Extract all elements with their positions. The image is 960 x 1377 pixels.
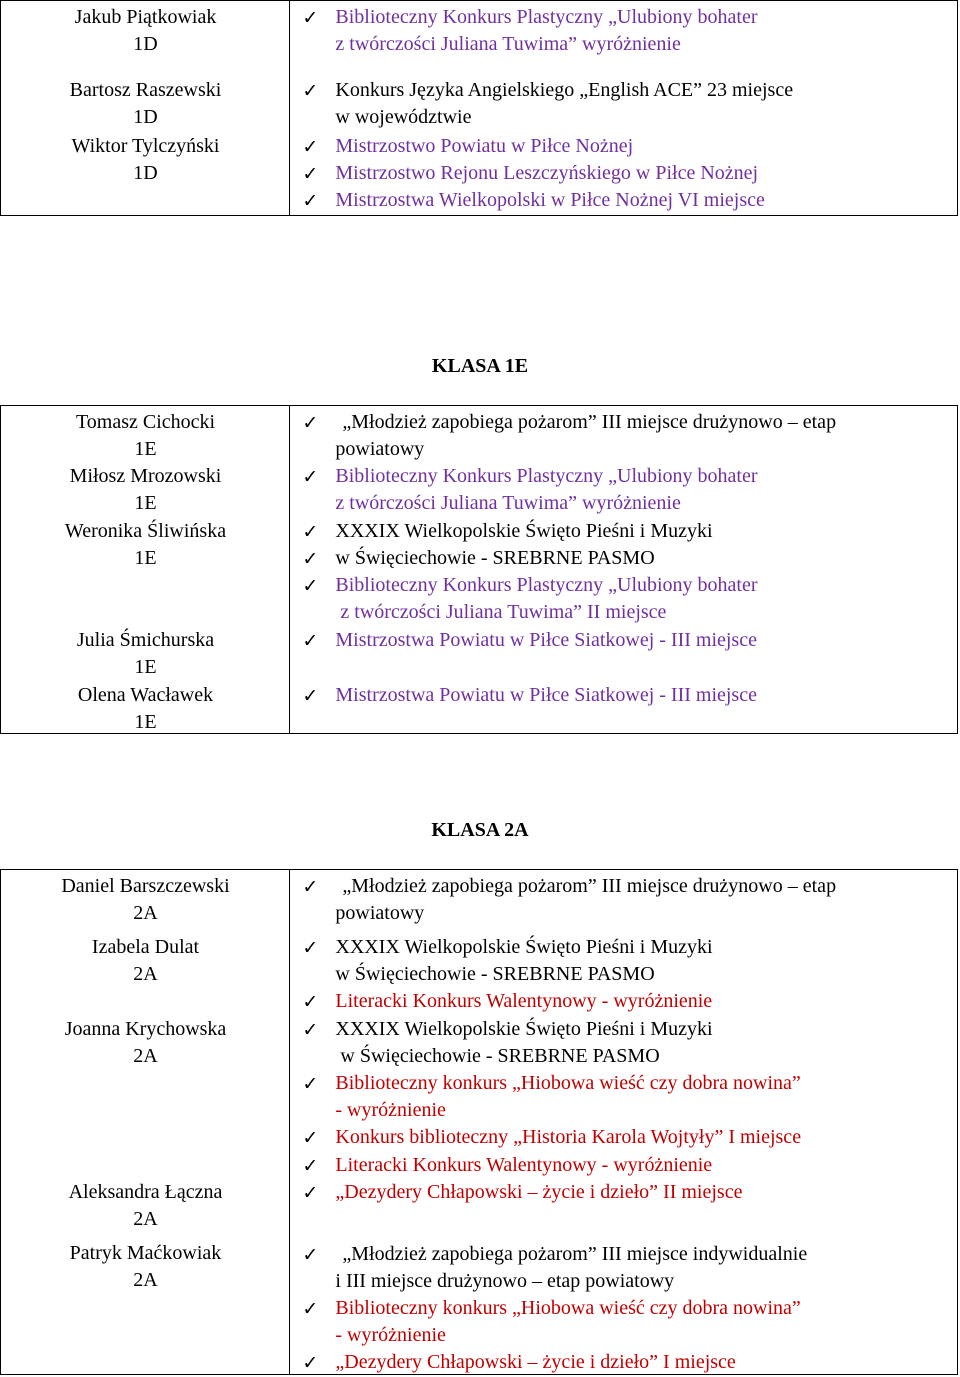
checkmark-icon: ✓ <box>302 80 319 102</box>
checkmark-icon: ✓ <box>302 991 319 1013</box>
checkmark-icon: ✓ <box>302 163 319 185</box>
checkmark-icon: ✓ <box>302 1155 319 1177</box>
table-1e <box>0 405 958 734</box>
achievement-line: Biblioteczny Konkurs Plastyczny „Ulubiony bohater <box>335 465 758 487</box>
achievement-line: - wyróżnienie <box>335 1099 446 1121</box>
checkmark-icon: ✓ <box>302 1244 319 1266</box>
achievement-line: Mistrzostwa Powiatu w Piłce Siatkowej - III miejsce <box>335 684 757 706</box>
achievement-line: „Dezydery Chłapowski – życie i dzieło” II miejsce <box>335 1181 743 1203</box>
table-1d <box>0 0 958 216</box>
student-name: Tomasz Cichocki <box>75 411 216 433</box>
student-class: 1E <box>134 492 157 514</box>
checkmark-icon: ✓ <box>302 1019 319 1041</box>
achievement-line: Biblioteczny konkurs „Hiobowa wieść czy dobra nowina” <box>335 1072 801 1094</box>
student-class: 2A <box>133 1045 158 1067</box>
student-name: Izabela Dulat <box>91 936 200 958</box>
student-class: 1D <box>133 106 158 128</box>
student-name: Aleksandra Łączna <box>68 1181 223 1203</box>
checkmark-icon: ✓ <box>302 685 319 707</box>
student-class: 1E <box>134 438 157 460</box>
student-name: Weronika Śliwińska <box>64 520 227 542</box>
student-name: Julia Śmichurska <box>76 629 215 651</box>
checkmark-icon: ✓ <box>302 1073 319 1095</box>
achievement-line: „Dezydery Chłapowski – życie i dzieło” I miejsce <box>335 1351 736 1373</box>
names-cell-1e <box>1 406 290 734</box>
checkmark-icon: ✓ <box>302 412 319 434</box>
checkmark-icon: ✓ <box>302 1298 319 1320</box>
achievement-line: XXXIX Wielkopolskie Święto Pieśni i Muzyki <box>335 1018 713 1040</box>
checkmark-icon: ✓ <box>302 190 319 212</box>
achievement-line: z twórczości Juliana Tuwima” II miejsce <box>340 601 667 623</box>
achievement-line: Konkurs Języka Angielskiego „English ACE” 23 miejsce <box>335 79 794 101</box>
student-class: 1E <box>134 711 157 733</box>
student-name: Miłosz Mrozowski <box>69 465 222 487</box>
checkmark-icon: ✓ <box>302 521 319 543</box>
achievement-line: Mistrzostwa Powiatu w Piłce Siatkowej - III miejsce <box>335 629 757 651</box>
achievement-line: XXXIX Wielkopolskie Święto Pieśni i Muzyki <box>335 520 713 542</box>
checkmark-icon: ✓ <box>302 1127 319 1149</box>
achievement-line: w Święciechowie - SREBRNE PASMO <box>335 547 655 569</box>
achievement-line: Literacki Konkurs Walentynowy - wyróżnienie <box>335 1154 713 1176</box>
checkmark-icon: ✓ <box>302 1182 319 1204</box>
checkmark-icon: ✓ <box>302 876 319 898</box>
achievement-line: w Święciechowie - SREBRNE PASMO <box>335 963 655 985</box>
achievement-line: „Młodzież zapobiega pożarom” III miejsce drużynowo – etap <box>342 875 837 897</box>
student-class: 2A <box>133 1208 158 1230</box>
student-class: 2A <box>133 963 158 985</box>
checkmark-icon: ✓ <box>302 937 319 959</box>
student-name: Joanna Krychowska <box>64 1018 227 1040</box>
checkmark-icon: ✓ <box>302 7 319 29</box>
student-class: 1E <box>134 656 157 678</box>
student-name: Bartosz Raszewski <box>69 79 222 101</box>
achievement-line: powiatowy <box>335 902 425 924</box>
achievement-line: „Młodzież zapobiega pożarom” III miejsce indywidualnie <box>342 1243 808 1265</box>
section-title-1e: KLASA 1E <box>431 355 529 377</box>
checkmark-icon: ✓ <box>302 1352 319 1374</box>
student-class: 1D <box>133 33 158 55</box>
achievement-line: i III miejsce drużynowo – etap powiatowy <box>335 1270 675 1292</box>
achievement-line: z twórczości Juliana Tuwima” wyróżnienie <box>335 492 681 514</box>
checkmark-icon: ✓ <box>302 136 319 158</box>
student-class: 2A <box>133 1269 158 1291</box>
table-2a <box>0 869 958 1375</box>
student-class: 1E <box>134 547 157 569</box>
achievement-line: z twórczości Juliana Tuwima” wyróżnienie <box>335 33 681 55</box>
achievement-line: Mistrzostwo Rejonu Leszczyńskiego w Piłce Nożnej <box>335 162 759 184</box>
achievement-line: w Święciechowie - SREBRNE PASMO <box>340 1045 660 1067</box>
achievement-line: „Młodzież zapobiega pożarom” III miejsce drużynowo – etap <box>342 411 837 433</box>
checkmark-icon: ✓ <box>302 575 319 597</box>
student-name: Jakub Piątkowiak <box>74 6 217 28</box>
achievement-line: - wyróżnienie <box>335 1324 446 1346</box>
student-name: Daniel Barszczewski <box>61 875 230 897</box>
achievements-cell-1e <box>290 406 958 734</box>
achievement-line: XXXIX Wielkopolskie Święto Pieśni i Muzyki <box>335 936 713 958</box>
section-title-2a: KLASA 2A <box>431 819 529 841</box>
achievements-cell-1d <box>290 1 958 216</box>
checkmark-icon: ✓ <box>302 630 319 652</box>
names-cell-1d <box>1 1 290 216</box>
achievement-line: w województwie <box>335 106 472 128</box>
achievements-cell-2a <box>290 870 958 1375</box>
student-class: 2A <box>133 902 158 924</box>
achievement-line: Biblioteczny Konkurs Plastyczny „Ulubiony bohater <box>335 6 758 28</box>
checkmark-icon: ✓ <box>302 548 319 570</box>
achievement-line: Biblioteczny konkurs „Hiobowa wieść czy dobra nowina” <box>335 1297 801 1319</box>
achievement-line: Mistrzostwa Wielkopolski w Piłce Nożnej VI miejsce <box>335 189 765 211</box>
student-name: Olena Wacławek <box>77 684 214 706</box>
student-class: 1D <box>133 162 158 184</box>
achievement-line: powiatowy <box>335 438 425 460</box>
names-cell-2a <box>1 870 290 1375</box>
student-name: Patryk Maćkowiak <box>69 1242 222 1264</box>
checkmark-icon: ✓ <box>302 466 319 488</box>
achievement-line: Literacki Konkurs Walentynowy - wyróżnienie <box>335 990 713 1012</box>
achievement-line: Biblioteczny Konkurs Plastyczny „Ulubiony bohater <box>335 574 758 596</box>
achievement-line: Mistrzostwo Powiatu w Piłce Nożnej <box>335 135 634 157</box>
achievement-line: Konkurs biblioteczny „Historia Karola Wojtyły” I miejsce <box>335 1126 802 1148</box>
student-name: Wiktor Tylczyński <box>71 135 220 157</box>
